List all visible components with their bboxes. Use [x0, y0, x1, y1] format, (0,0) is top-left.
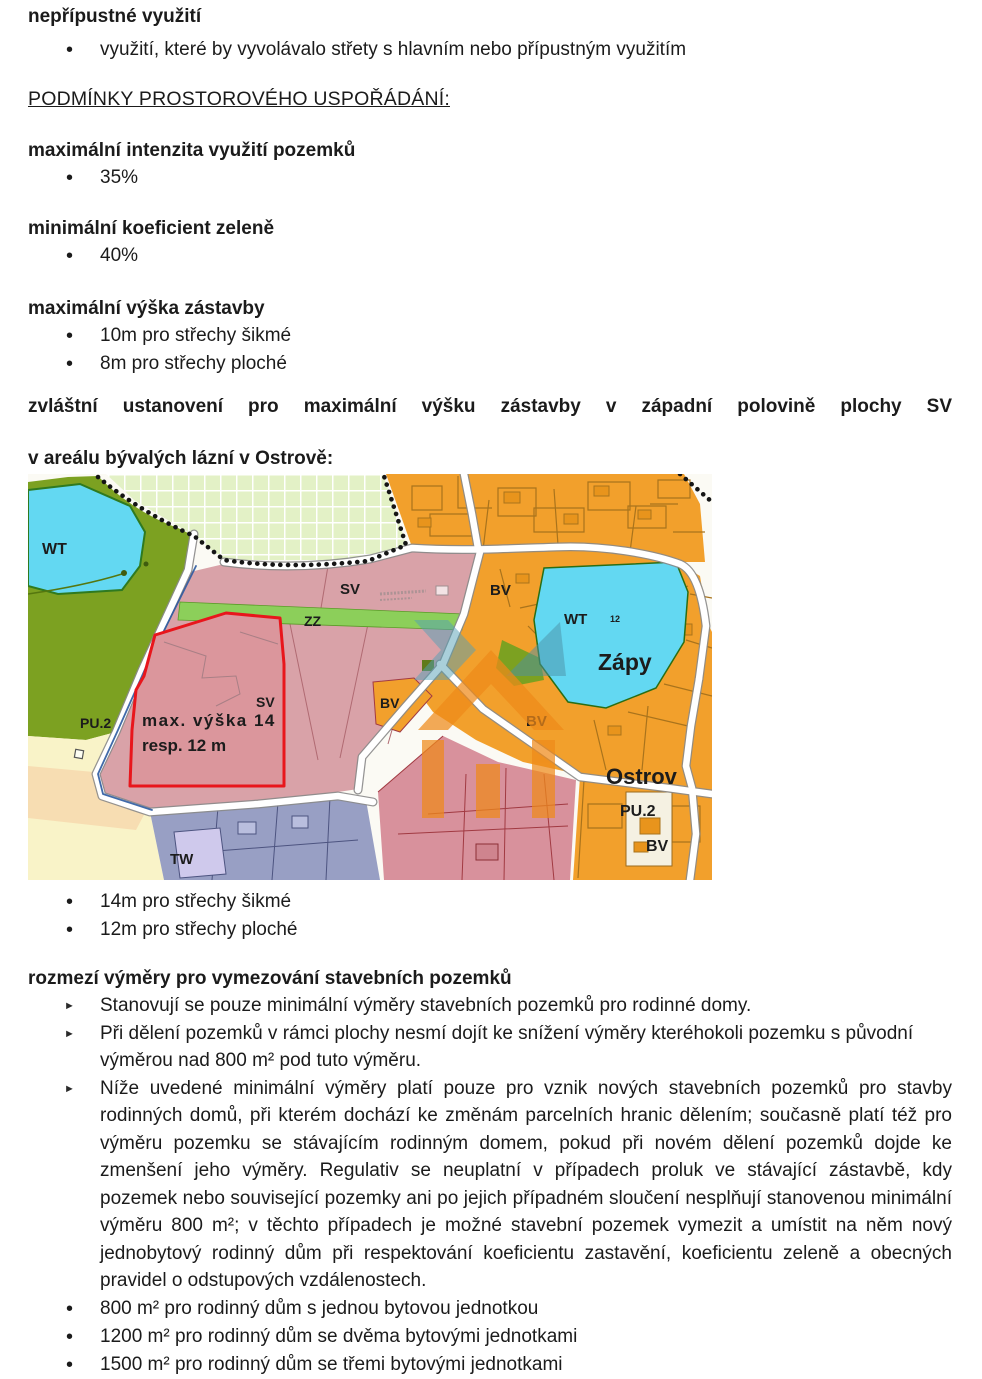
heading-vyska: maximální výška zástavby — [28, 298, 265, 319]
heading-rozmezi: rozmezí výměry pro vymezování stavebních pozemků — [28, 968, 512, 989]
heading-podminky: PODMÍNKY PROSTOROVÉHO USPOŘÁDÁNÍ: — [28, 88, 450, 110]
heading-intenzita: maximální intenzita využití pozemků — [28, 140, 356, 161]
map-label-zapy: Zápy — [598, 649, 652, 675]
map-annotation-max-height-line2: resp. 12 m — [142, 736, 227, 755]
tree-dot — [144, 562, 149, 567]
list-item: ► Při dělení pozemků v rámci plochy nesmí dojít ke snížení výměry kteréhokoli pozemku s původní výměrou nad 800 m² pod tuto výměru. — [28, 1020, 952, 1075]
list-item: • 10m pro střechy šikmé — [28, 322, 952, 350]
map-label-ostrov: Ostrov — [606, 764, 677, 789]
area-list — [28, 1295, 952, 1379]
map-label-bv-west: BV — [380, 695, 400, 711]
list-item: • 40% — [28, 242, 952, 270]
tw-building — [292, 816, 308, 828]
map-label-wt-pond: WT — [42, 541, 67, 558]
small-marker-square — [74, 749, 83, 758]
list-item: • 1200 m² pro rodinný dům se dvěma bytovými jednotkami — [28, 1323, 952, 1351]
list-item: • 35% — [28, 164, 952, 192]
tree-dot — [121, 570, 127, 576]
list-item: • 1500 m² pro rodinný dům se třemi bytovými jednotkami — [28, 1351, 952, 1379]
map-regions — [28, 474, 712, 880]
intenzita-list — [28, 164, 952, 192]
map-label-pu2-left: PU.2 — [80, 715, 112, 731]
list-item: • využití, které by vyvolávalo střety s hlavním nebo přípustným využitím — [28, 36, 952, 64]
south-building — [476, 844, 498, 860]
tw-building — [238, 822, 256, 834]
map-label-sv-upper: SV — [340, 581, 361, 598]
list-item: ► Stanovují se pouze minimální výměry stavebních pozemků pro rodinné domy. — [28, 992, 952, 1020]
list-item: • 14m pro střechy šikmé — [28, 888, 952, 916]
map-label-12: 12 — [610, 614, 621, 624]
special-note-line2: v areálu bývalých lázní v Ostrově: — [28, 448, 334, 469]
zoning-map-figure — [28, 474, 712, 880]
map-label-sv-inner: SV — [256, 694, 275, 710]
vyska-list-special — [28, 888, 952, 944]
rozmezi-list — [28, 992, 952, 1295]
map-label-tw: TW — [170, 851, 194, 868]
map-annotation-max-height-line1: max. výška 14 — [142, 711, 276, 730]
list-item: • 800 m² pro rodinný dům s jednou bytovou jednotkou — [28, 1295, 952, 1323]
list-item: • 12m pro střechy ploché — [28, 916, 952, 944]
map-label-bv-southeast: BV — [646, 838, 669, 855]
map-label-bv-upper: BV — [490, 582, 511, 599]
map-label-zz: ZZ — [304, 613, 322, 629]
heading-koeficient: minimální koeficient zeleně — [28, 218, 275, 239]
zoning-map — [28, 474, 712, 880]
special-note-line1: zvláštní ustanovení pro maximální výšku zástavby v západní polovině plochy SV — [28, 396, 952, 417]
heading-nepripustne-vyuziti: nepřípustné využití — [28, 6, 202, 27]
map-label-wt-zapy: WT — [564, 611, 588, 628]
nepripustne-list — [28, 36, 952, 64]
map-label-pu2-right: PU.2 — [620, 803, 656, 820]
vyska-list — [28, 322, 952, 378]
list-item: • 8m pro střechy ploché — [28, 350, 952, 378]
list-item: ► Níže uvedené minimální výměry platí pouze pro vznik nových stavebních pozemků pro stavby rodinných domů, při kterém dochází ke změnám parcelních hranic dělením; současně platí též pro výměru pozemku se stávajícím rodinným domem, pokud při novém dělení pozemků dojde ke zmenšení jeho výměry. Regulativ se neuplatní v případech proluk ve stávající zástavbě, kdy pozemek nebo související pozemky ani po jejich případném sloučení nesplňují stanovenou minimální výměru 800 m²; v těchto případech je možné stavební pozemek vymezit a umístit na něm nový jednobytový rodinný dům při respektování koeficientu zastavění, koeficientu zeleně a obecných pravidel o odstupových vzdálenostech. — [28, 1075, 952, 1295]
koeficient-list — [28, 242, 952, 270]
